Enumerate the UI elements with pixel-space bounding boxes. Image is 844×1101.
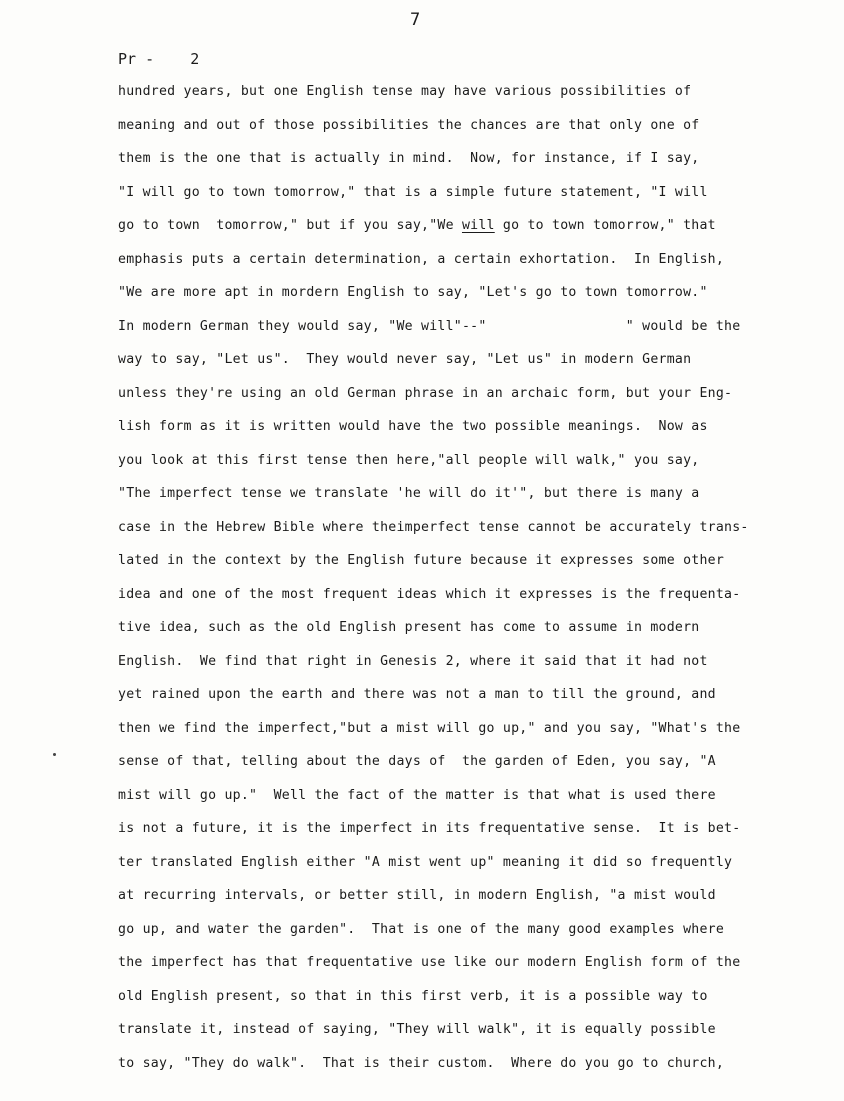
body-text xyxy=(118,81,838,1086)
text-line: translate it, instead of saying, "They will walk", it is equally possible xyxy=(118,1022,716,1037)
text-line: meaning and out of those possibilities the chances are that only one of xyxy=(118,117,700,133)
text-line: the imperfect has that frequentative use like our modern English form of the xyxy=(118,955,741,970)
text-line: old English present, so that in this first verb, it is a possible way to xyxy=(118,988,708,1004)
underlined-word: will xyxy=(461,218,495,233)
text-line: English. We find that right in Genesis 2, where it said that it had not xyxy=(118,653,708,669)
text-line: lish form as it is written would have the two possible meanings. Now as xyxy=(118,419,708,434)
text-line: hundred years, but one English tense may have various possibilities of xyxy=(118,84,692,99)
text-line: then we find the imperfect,"but a mist will go up," and you say, "What's the xyxy=(118,720,741,736)
text-line: at recurring intervals, or better still, in modern English, "a mist would xyxy=(118,888,716,903)
text-line: idea and one of the most frequent ideas which it expresses is the frequenta- xyxy=(118,586,741,602)
text-line: "I will go to town tomorrow," that is a simple future statement, "I will xyxy=(118,184,708,200)
text-line: unless they're using an old German phrase in an archaic form, but your Eng- xyxy=(118,385,733,401)
text-line: way to say, "Let us". They would never say, "Let us" in modern German xyxy=(118,352,692,367)
text-line: you look at this first tense then here,"all people will walk," you say, xyxy=(118,452,700,468)
text-line: sense of that, telling about the days of the garden of Eden, you say, "A xyxy=(118,754,716,769)
text-line: yet rained upon the earth and there was not a man to till the ground, and xyxy=(118,687,716,702)
text-line: go up, and water the garden". That is one of the many good examples where xyxy=(118,921,725,937)
text-line: case in the Hebrew Bible where theimperfect tense cannot be accurately trans- xyxy=(118,519,749,535)
text-segment: go to town tomorrow," that xyxy=(494,218,716,233)
header-reference: Pr - 2 xyxy=(118,50,200,68)
text-line: In modern German they would say, "We will"--" " would be the xyxy=(118,318,741,334)
page-number: 7 xyxy=(410,10,421,30)
text-line: emphasis puts a certain determination, a certain exhortation. In English, xyxy=(118,251,725,267)
paper-speck xyxy=(53,753,56,756)
text-line: lated in the context by the English future because it expresses some other xyxy=(118,553,725,568)
text-segment: go to town tomorrow," but if you say,"We xyxy=(118,218,462,233)
text-line: "We are more apt in mordern English to say, "Let's go to town tomorrow." xyxy=(118,285,708,300)
text-line: to say, "They do walk". That is their custom. Where do you go to church, xyxy=(118,1055,725,1071)
text-line: tive idea, such as the old English present has come to assume in modern xyxy=(118,620,700,635)
text-line: "The imperfect tense we translate 'he will do it'", but there is many a xyxy=(118,486,700,501)
text-line: them is the one that is actually in mind. Now, for instance, if I say, xyxy=(118,151,700,166)
text-line: ter translated English either "A mist went up" meaning it did so frequently xyxy=(118,854,733,870)
text-line: mist will go up." Well the fact of the matter is that what is used there xyxy=(118,787,716,803)
text-line: is not a future, it is the imperfect in its frequentative sense. It is bet- xyxy=(118,821,741,836)
text-line xyxy=(118,215,838,249)
